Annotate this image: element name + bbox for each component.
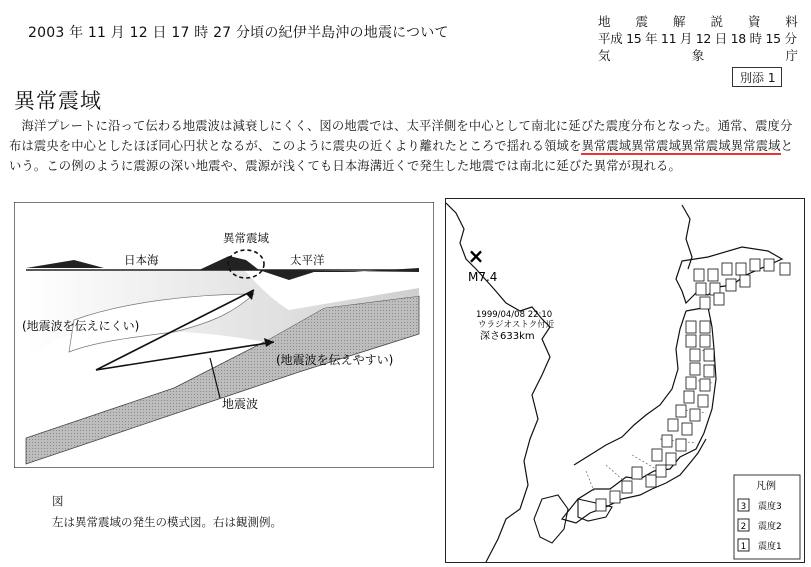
station-box: [690, 409, 700, 421]
body-paragraph: [9, 116, 797, 176]
doc-type-char: 説: [710, 14, 723, 29]
legend-label-3: 震度3: [758, 502, 782, 512]
magnitude-label: M7.4: [468, 270, 498, 284]
station-box: [780, 263, 790, 275]
station-box: [704, 365, 714, 377]
station-box: [684, 391, 694, 403]
station-box: [690, 363, 700, 375]
station-box: [726, 279, 736, 291]
agency-char: 気: [598, 48, 611, 63]
station-box: [668, 419, 678, 431]
station-box: [700, 379, 710, 391]
station-box: [740, 275, 750, 287]
section-heading: 異常震域: [14, 89, 102, 113]
label-easy-to-transmit: (地震波を伝えやすい): [276, 353, 394, 367]
legend-swatch-3-text: 3: [740, 502, 747, 512]
legend: [734, 475, 800, 559]
legend-swatch-1-text: 1: [740, 542, 747, 552]
event-depth: 深さ633km: [480, 331, 535, 342]
agency-block: [598, 13, 798, 64]
station-box: [694, 269, 704, 281]
legend-label-2: 震度2: [758, 522, 782, 532]
paragraph-text: 海洋プレートに沿って伝わる地震波は減衰しにくく、図の地震では、太平洋側を中心として南北に延びた震度分布となった。通常、震度分布は震央を中心としたほぼ同心円状となるが、このように震央の近くより離れたところで揺れる領域を: [9, 119, 793, 153]
intensity-map: [445, 198, 805, 563]
station-box: [698, 395, 708, 407]
document-title: 2003 年 11 月 12 日 17 時 27 分頃の紀伊半島沖の地震について: [28, 25, 449, 41]
station-box: [722, 263, 732, 275]
epicenter-mark: ×: [467, 244, 485, 268]
station-box: [622, 481, 632, 493]
station-box: [596, 499, 606, 511]
station-box: [646, 475, 656, 487]
figure-caption: [52, 491, 282, 533]
doc-type-char: 地: [598, 14, 611, 29]
station-box: [686, 377, 696, 389]
station-box: [682, 423, 692, 435]
station-box: [686, 321, 696, 333]
paragraph-text: という。この例のように震源の深い地震や、震源が浅くても日本海溝近くで発生した地震では南北に延びた異常が現れる。: [9, 139, 794, 173]
caption-label: 図: [52, 494, 64, 508]
station-box: [666, 453, 676, 465]
station-box: [686, 335, 696, 347]
label-hard-to-transmit: (地震波を伝えにくい): [22, 319, 140, 333]
station-box: [700, 335, 710, 347]
station-box: [610, 491, 620, 503]
label-seismic-wave: 地震波: [222, 397, 259, 411]
station-box: [696, 283, 706, 295]
event-place: ウラジオストク付近: [478, 320, 555, 330]
station-box: [656, 465, 666, 477]
station-box: [690, 349, 700, 361]
caption-text: 左は異常震域の発生の模式図。右は観測例。: [52, 515, 282, 529]
doc-type-char: 資: [747, 14, 761, 29]
annex-label: 別添 1: [732, 67, 782, 87]
agency-line: [598, 47, 798, 64]
station-box: [750, 259, 760, 271]
station-box: [736, 263, 746, 275]
station-box: [764, 259, 774, 271]
doc-type-char: 震: [635, 14, 648, 29]
station-box: [676, 439, 686, 451]
label-sea-of-japan: 日本海: [124, 253, 159, 267]
station-box: [708, 269, 718, 281]
station-box: [714, 293, 724, 305]
event-time: 1999/04/08 22:10: [476, 310, 553, 320]
label-anomalous-zone: 異常震域: [223, 231, 269, 245]
doc-type-char: 料: [785, 14, 798, 29]
legend-label-1: 震度1: [758, 542, 782, 552]
station-box: [652, 449, 662, 461]
label-pacific: 太平洋: [290, 253, 325, 267]
doc-type-char: 解: [672, 14, 686, 29]
station-box: [662, 435, 672, 447]
station-box: [700, 321, 710, 333]
legend-title: 凡例: [756, 481, 776, 492]
station-box: [700, 297, 710, 309]
anomalous-zone-diagram: [14, 202, 434, 468]
agency-char: 象: [691, 48, 705, 63]
agency-char: 庁: [785, 48, 798, 63]
issue-date: 平成 15 年 11 月 12 日 18 時 15 分: [598, 31, 797, 46]
station-box: [632, 467, 642, 479]
highlighted-term: 異常震域異常震域異常震域異常震域: [581, 139, 781, 153]
station-box: [704, 349, 714, 361]
doc-type-line: [598, 13, 798, 30]
station-box: [676, 405, 686, 417]
legend-swatch-2-text: 2: [740, 522, 747, 532]
